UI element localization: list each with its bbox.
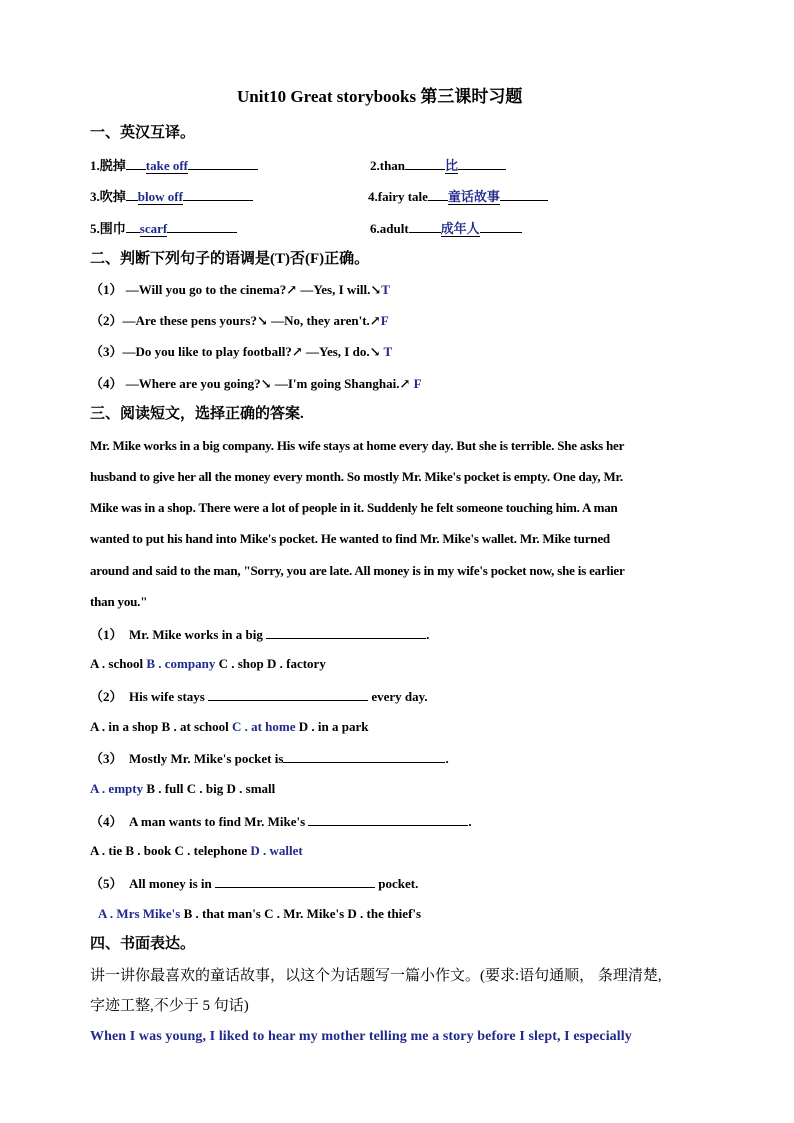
passage-line-2: husband to give her all the money every month. So mostly Mr. Mike's pocket is empty. One day, Mr. bbox=[90, 469, 623, 484]
translation-item-5: 5.围巾 scarf bbox=[90, 219, 237, 238]
translation-answer-2: 比 bbox=[445, 158, 459, 173]
intonation-item-1: （1） —Will you go to the cinema?↗ —Yes, I will.↘T bbox=[90, 282, 390, 297]
translation-item-3: 3.吹掉 blow off bbox=[90, 187, 253, 206]
section4-heading: 四、书面表达。 bbox=[90, 936, 196, 952]
translation-item-6: 6.adult 成年人 bbox=[370, 219, 522, 238]
intonation-item-4: （4） —Where are you going?↘ —I'm going Shanghai.↗ F bbox=[90, 376, 422, 391]
translation-answer-5: scarf bbox=[139, 221, 168, 236]
reading-question-5: （5） All money is in pocket. bbox=[90, 876, 419, 891]
passage-line-3: Mike was in a shop. There were a lot of people in it. Suddenly he felt someone touching him. A man bbox=[90, 500, 618, 515]
passage-line-4: wanted to put his hand into Mike's pocket. He wanted to find Mr. Mike's wallet. Mr. Mike turned bbox=[90, 531, 610, 546]
writing-sample-answer: When I was young, I liked to hear my mother telling me a story before I slept, I especially bbox=[90, 1029, 632, 1044]
translation-item-1: 1.脱掉 take off bbox=[90, 156, 258, 175]
reading-options-5: A . Mrs Mike's B . that man's C . Mr. Mike's D . the thief's bbox=[98, 906, 422, 921]
writing-prompt-line-1: 讲一讲你最喜欢的童话故事，以这个为话题写一篇小作文。(要求:语句通顺， 条理清楚, bbox=[90, 968, 662, 984]
passage-line-6: than you." bbox=[90, 594, 148, 609]
translation-item-4: 4.fairy tale 童话故事 bbox=[368, 187, 548, 206]
passage-line-1: Mr. Mike works in a big company. His wife stays at home every day. But she is terrible. She asks her bbox=[90, 438, 625, 453]
translation-answer-1: take off bbox=[145, 158, 189, 173]
section2-heading: 二、判断下列句子的语调是(T)否(F)正确。 bbox=[90, 251, 370, 267]
reading-question-1: （1） Mr. Mike works in a big . bbox=[90, 627, 430, 642]
reading-options-3: A . empty B . full C . big D . small bbox=[90, 781, 276, 796]
section3-heading: 三、阅读短文，选择正确的答案. bbox=[90, 406, 304, 422]
reading-options-2: A . in a shop B . at school C . at home D . in a park bbox=[90, 719, 369, 734]
intonation-item-3: （3）—Do you like to play football?↗ —Yes, I do.↘ T bbox=[90, 344, 393, 359]
reading-options-1: A . school B . company C . shop D . factory bbox=[90, 656, 326, 671]
reading-options-4: A . tie B . book C . telephone D . wallet bbox=[90, 843, 303, 858]
writing-prompt-line-2: 字迹工整,不少于 5 句话) bbox=[90, 998, 249, 1014]
section1-heading: 一、英汉互译。 bbox=[90, 125, 196, 141]
translation-answer-3: blow off bbox=[137, 189, 183, 204]
page-title: Unit10 Great storybooks 第三课时习题 bbox=[237, 87, 523, 106]
passage-line-5: around and said to the man, "Sorry, you are late. All money is in my wife's pocket now, she is earlier bbox=[90, 563, 625, 578]
reading-question-3: （3） Mostly Mr. Mike's pocket is . bbox=[90, 751, 449, 766]
translation-answer-4: 童话故事 bbox=[447, 189, 500, 204]
translation-item-2: 2.than 比 bbox=[370, 156, 506, 175]
translation-answer-6: 成年人 bbox=[440, 221, 480, 236]
reading-question-4: （4） A man wants to find Mr. Mike's . bbox=[90, 814, 472, 829]
intonation-item-2: （2）—Are these pens yours?↘ —No, they aren't.↗F bbox=[90, 313, 389, 328]
reading-question-2: （2） His wife stays every day. bbox=[90, 689, 428, 704]
